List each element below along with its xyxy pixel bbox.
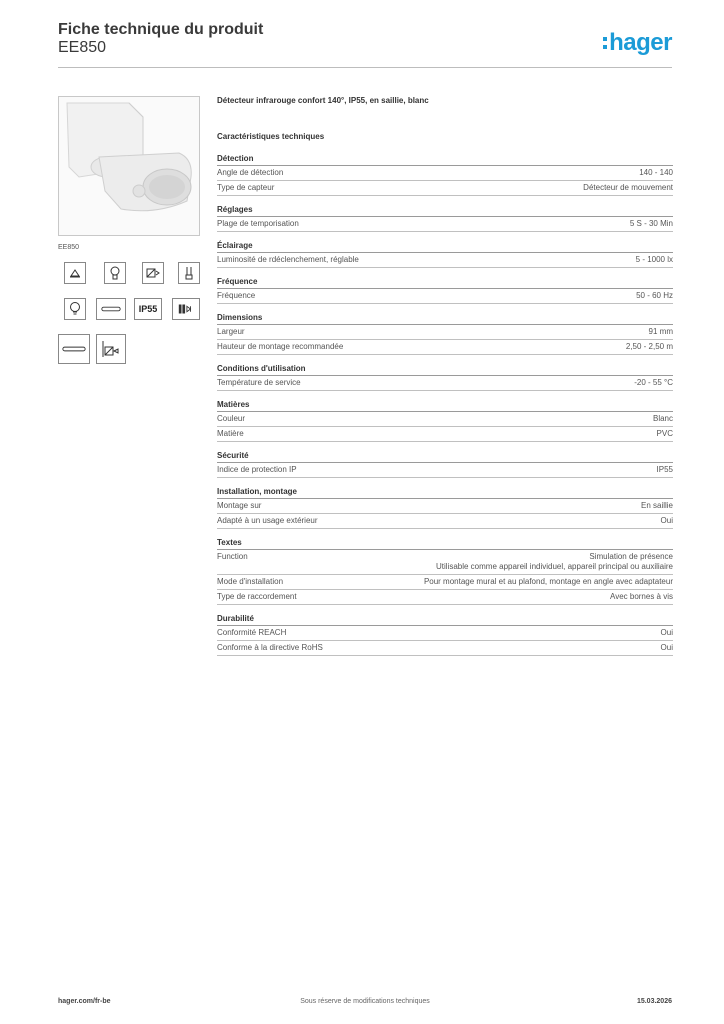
hager-logo[interactable] bbox=[603, 29, 672, 57]
spec-value: Oui bbox=[660, 643, 673, 652]
spec-row bbox=[217, 550, 673, 575]
spec-section bbox=[217, 364, 673, 391]
spec-label: Indice de protection IP bbox=[217, 465, 297, 474]
spec-section bbox=[217, 614, 673, 656]
spec-label: Type de raccordement bbox=[217, 592, 297, 601]
spec-section bbox=[217, 487, 673, 529]
spec-label: Conforme à la directive RoHS bbox=[217, 643, 323, 652]
spec-label: Largeur bbox=[217, 327, 245, 336]
spec-row bbox=[217, 181, 673, 196]
spec-value: -20 - 55 °C bbox=[634, 378, 673, 387]
spec-row bbox=[217, 340, 673, 355]
section-title: Conditions d'utilisation bbox=[217, 364, 673, 376]
spec-section bbox=[217, 313, 673, 355]
ceiling-lamp-icon bbox=[64, 262, 86, 284]
spec-value: 50 - 60 Hz bbox=[636, 291, 673, 300]
spec-row bbox=[217, 376, 673, 391]
spec-row bbox=[217, 641, 673, 656]
spec-row bbox=[217, 463, 673, 478]
section-title: Textes bbox=[217, 538, 673, 550]
spec-value: 140 - 140 bbox=[639, 168, 673, 177]
spec-row bbox=[217, 325, 673, 340]
spec-row bbox=[217, 499, 673, 514]
section-title: Réglages bbox=[217, 205, 673, 217]
spec-row bbox=[217, 514, 673, 529]
spec-label: Fréquence bbox=[217, 291, 256, 300]
spec-label: Type de capteur bbox=[217, 183, 275, 192]
spec-value: Blanc bbox=[652, 414, 673, 423]
spec-value: 5 S - 30 Min bbox=[629, 219, 673, 228]
spec-label: Adapté à un usage extérieur bbox=[217, 516, 318, 525]
bulb-halogen-icon bbox=[104, 262, 126, 284]
spec-value: PVC bbox=[656, 429, 673, 438]
product-reference: EE850 bbox=[58, 39, 107, 56]
section-title: Durabilité bbox=[217, 614, 673, 626]
footer-date: 15.03.2026 bbox=[636, 998, 672, 1005]
spec-row bbox=[217, 217, 673, 232]
spec-row bbox=[217, 626, 673, 641]
spec-value: 91 mm bbox=[648, 327, 673, 336]
spec-section bbox=[217, 154, 673, 196]
spec-label: Conformité REACH bbox=[217, 628, 287, 637]
spec-value: Oui bbox=[660, 516, 673, 525]
spec-row bbox=[217, 575, 673, 590]
transformer-icon bbox=[142, 262, 164, 284]
tube-icon bbox=[58, 334, 90, 364]
footer-notice: Sous réserve de modifications techniques bbox=[300, 998, 430, 1005]
logo-text: hager bbox=[609, 29, 672, 56]
spec-content bbox=[217, 96, 673, 665]
section-title: Installation, montage bbox=[217, 487, 673, 499]
led-driver-icon bbox=[172, 298, 200, 320]
spec-value: Simulation de présence Utilisable comme appareil individuel, appareil principal ou auxiliaire bbox=[435, 552, 673, 571]
spec-label: Plage de temporisation bbox=[217, 219, 299, 228]
spec-label: Matière bbox=[217, 429, 244, 438]
bulb-icon bbox=[64, 298, 86, 320]
ip55-icon: IP55 bbox=[134, 298, 162, 320]
logo-dots-icon bbox=[603, 37, 607, 49]
header-divider bbox=[58, 67, 672, 68]
spec-section bbox=[217, 277, 673, 304]
spec-section bbox=[217, 538, 673, 605]
spec-label: Mode d'installation bbox=[217, 577, 284, 586]
spec-row bbox=[217, 412, 673, 427]
product-description: Détecteur infrarouge confort 140°, IP55, en saillie, blanc bbox=[217, 96, 429, 105]
product-image bbox=[58, 96, 200, 236]
spec-value: 2,50 - 2,50 m bbox=[625, 342, 673, 351]
spec-row bbox=[217, 427, 673, 442]
section-title: Sécurité bbox=[217, 451, 673, 463]
wall-mount-icon bbox=[96, 334, 126, 364]
spec-value: Détecteur de mouvement bbox=[583, 183, 673, 192]
section-title: Matières bbox=[217, 400, 673, 412]
spec-row bbox=[217, 289, 673, 304]
specs-heading: Caractéristiques techniques bbox=[217, 132, 325, 141]
spec-row bbox=[217, 253, 673, 268]
spec-label: Luminosité de rdéclenchement, réglable bbox=[217, 255, 359, 264]
section-title: Fréquence bbox=[217, 277, 673, 289]
fluorescent-tube-icon bbox=[96, 298, 126, 320]
spec-value: En saillie bbox=[640, 501, 673, 510]
spec-section bbox=[217, 451, 673, 478]
spec-value: Pour montage mural et au plafond, montage en angle avec adaptateur bbox=[423, 577, 673, 586]
spec-label: Angle de détection bbox=[217, 168, 284, 177]
spec-row bbox=[217, 166, 673, 181]
fluorescent-compact-icon bbox=[178, 262, 200, 284]
spec-sections bbox=[217, 154, 673, 656]
spec-label: Couleur bbox=[217, 414, 246, 423]
spec-section bbox=[217, 241, 673, 268]
spec-label: Function bbox=[217, 552, 248, 561]
section-title: Détection bbox=[217, 154, 673, 166]
section-title: Dimensions bbox=[217, 313, 673, 325]
spec-section bbox=[217, 205, 673, 232]
spec-value: IP55 bbox=[656, 465, 673, 474]
spec-value: Oui bbox=[660, 628, 673, 637]
image-caption: EE850 bbox=[58, 244, 80, 251]
footer-url[interactable]: hager.com/fr-be bbox=[58, 998, 111, 1005]
page-title: Fiche technique du produit bbox=[58, 21, 264, 38]
spec-value: Avec bornes à vis bbox=[610, 592, 673, 601]
spec-row bbox=[217, 590, 673, 605]
spec-label: Hauteur de montage recommandée bbox=[217, 342, 344, 351]
spec-value: 5 - 1000 lx bbox=[635, 255, 673, 264]
spec-label: Montage sur bbox=[217, 501, 262, 510]
spec-label: Température de service bbox=[217, 378, 301, 387]
section-title: Éclairage bbox=[217, 241, 673, 253]
spec-section bbox=[217, 400, 673, 442]
